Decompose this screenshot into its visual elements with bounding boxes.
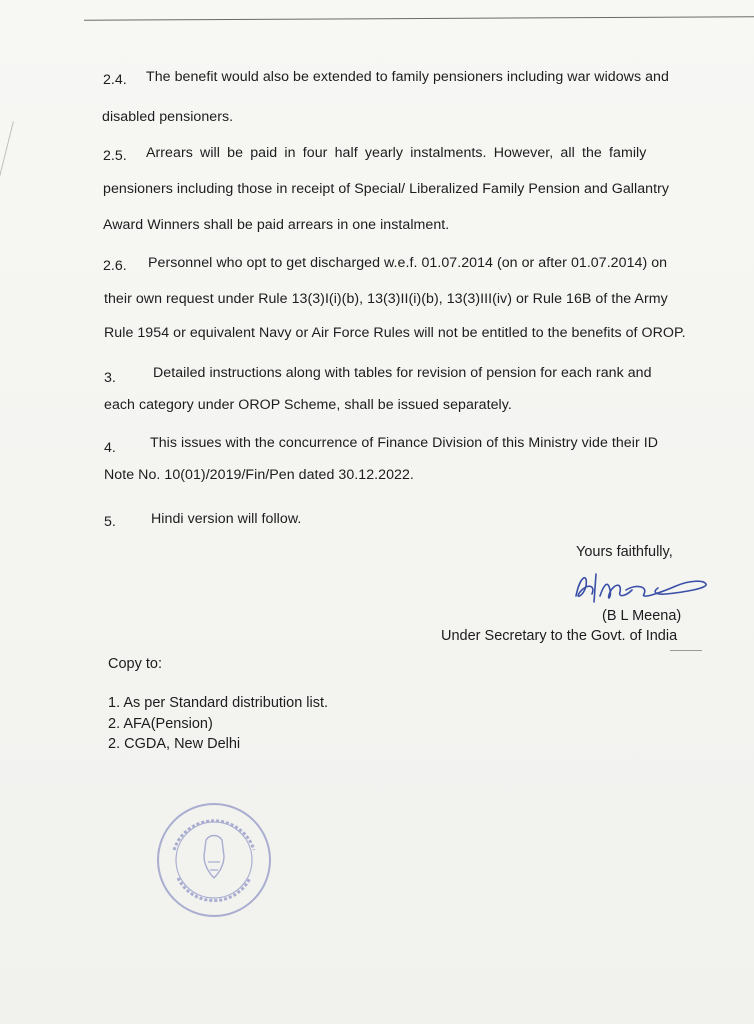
para-2-4-line2: disabled pensioners. [102,109,234,125]
para-3-number: 3. [104,370,116,386]
para-2-4-number: 2.4. [103,72,127,88]
signatory-designation: Under Secretary to the Govt. of India [441,628,678,644]
para-4-line2: Note No. 10(01)/2019/Fin/Pen dated 30.12.2022. [104,467,414,483]
para-2-6-number: 2.6. [103,258,127,274]
para-4-number: 4. [104,440,116,456]
para-5-number: 5. [104,514,116,530]
para-2-4-line1: The benefit would also be extended to family pensioners including war widows and [146,69,669,85]
top-divider [84,16,754,21]
para-2-5-line2: pensioners including those in receipt of Special/ Liberalized Family Pension and Gallantry [103,181,670,197]
closing-salutation: Yours faithfully, [576,544,673,560]
para-2-6-line1: Personnel who opt to get discharged w.e.f. 01.07.2014 (on or after 01.07.2014) on [148,255,668,271]
para-3-line1: Detailed instructions along with tables for revision of pension for each rank and [153,365,652,381]
para-5-line1: Hindi version will follow. [151,511,302,527]
paper-fold-mark [0,121,14,209]
para-2-6-line3: Rule 1954 or equivalent Navy or Air Force Rules will not be entitled to the benefits of OROP. [104,325,686,341]
para-3-line2: each category under OROP Scheme, shall be issued separately. [104,397,512,413]
para-2-5-line1: Arrears will be paid in four half yearly instalments. However, all the family [146,145,647,161]
official-seal-stamp [154,800,274,920]
para-2-5-line3: Award Winners shall be paid arrears in one instalment. [103,217,450,233]
signatory-name: (B L Meena) [602,608,682,624]
copy-to-item: 2. CGDA, New Delhi [108,736,241,752]
copy-to-item: 1. As per Standard distribution list. [108,695,329,711]
handwritten-signature [566,566,716,610]
para-2-5-number: 2.5. [103,148,127,164]
copy-to-item: 2. AFA(Pension) [108,716,213,732]
faint-rule [670,650,702,651]
para-4-line1: This issues with the concurrence of Finance Division of this Ministry vide their ID [150,435,658,451]
copy-to-heading: Copy to: [108,656,162,672]
para-2-6-line2: their own request under Rule 13(3)I(i)(b), 13(3)II(i)(b), 13(3)III(iv) or Rule 16B of the Army [104,291,668,307]
